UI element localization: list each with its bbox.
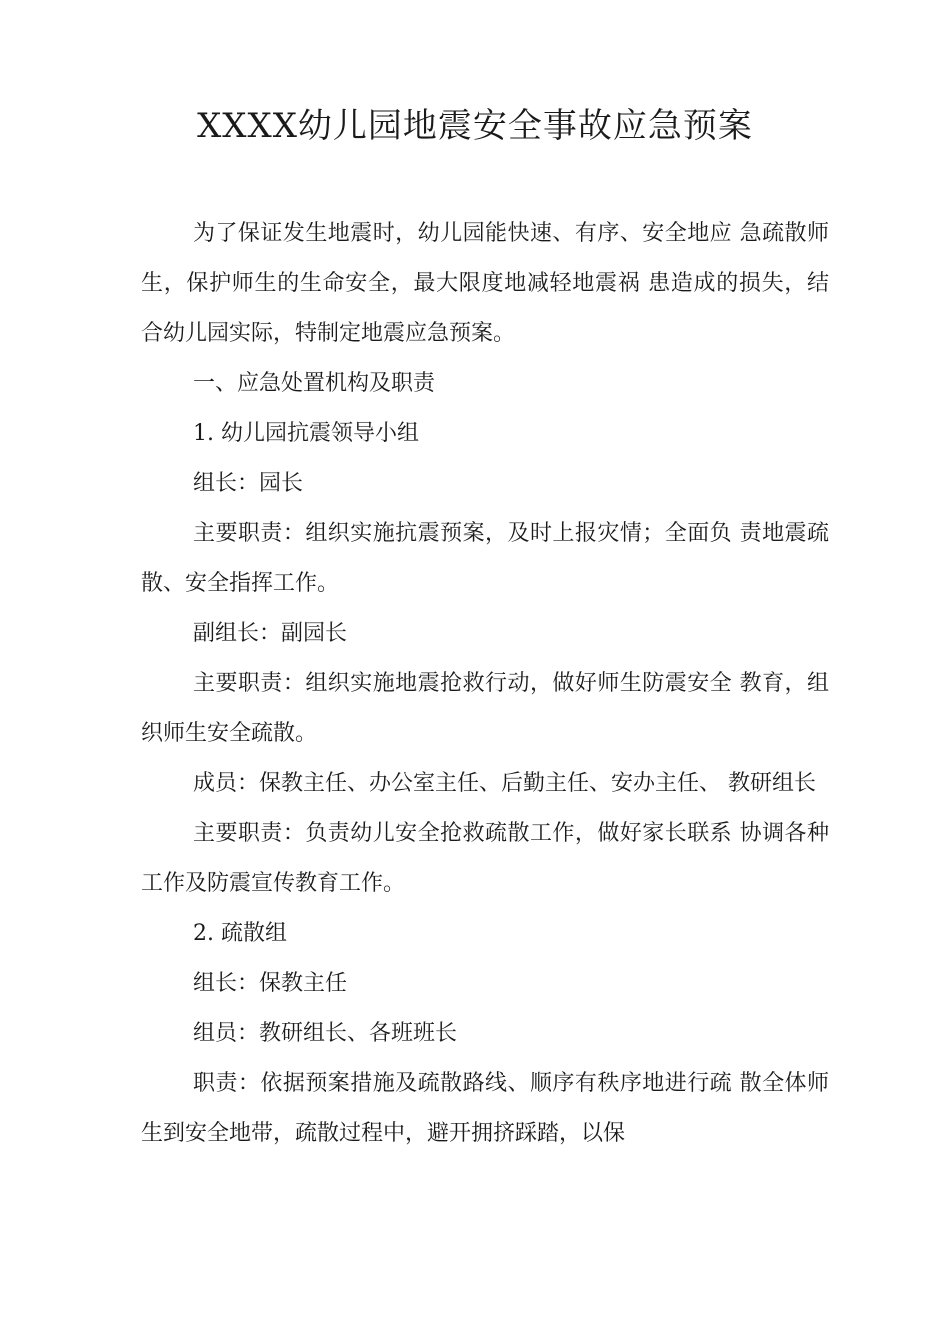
document-body <box>141 209 829 1159</box>
paragraph-members: 成员：保教主任、办公室主任、后勤主任、安办主任、 教研组长 <box>193 771 816 796</box>
paragraph-leader: 组长：园长 <box>193 471 304 496</box>
paragraph-members-duties: 主要职责：负责幼儿安全抢救疏散工作，做好家长联系 协调各种工作及防震宣传教育工作。 <box>141 821 829 896</box>
paragraph-evacuation-duties: 职责：依据预案措施及疏散路线、顺序有秩序地进行疏 散全体师生到安全地带，疏散过程中，避开拥挤踩踏，以保 <box>141 1071 829 1146</box>
paragraph-evacuation-members: 组员：教研组长、各班班长 <box>193 1021 458 1046</box>
paragraph-evacuation-leader: 组长：保教主任 <box>193 971 348 996</box>
section-heading-organization: 一、应急处置机构及职责 <box>193 371 436 396</box>
paragraph-deputy-duties: 主要职责：组织实施地震抢救行动，做好师生防震安全 教育，组织师生安全疏散。 <box>141 671 829 746</box>
subsection-heading-evacuation-group: 2. 疏散组 <box>193 921 287 946</box>
paragraph-leader-duties: 主要职责：组织实施抗震预案，及时上报灾情；全面负 责地震疏散、安全指挥工作。 <box>141 521 829 596</box>
subsection-heading-leadership-group: 1. 幼儿园抗震领导小组 <box>193 421 419 446</box>
document-title: XXXX幼儿园地震安全事故应急预案 <box>197 106 753 146</box>
paragraph-deputy-leader: 副组长：副园长 <box>193 621 348 646</box>
paragraph-intro: 为了保证发生地震时，幼儿园能快速、有序、安全地应 急疏散师生，保护师生的生命安全，最大限度地减轻地震祸 患造成的损失，结合幼儿园实际，特制定地震应急预案。 <box>141 221 829 346</box>
